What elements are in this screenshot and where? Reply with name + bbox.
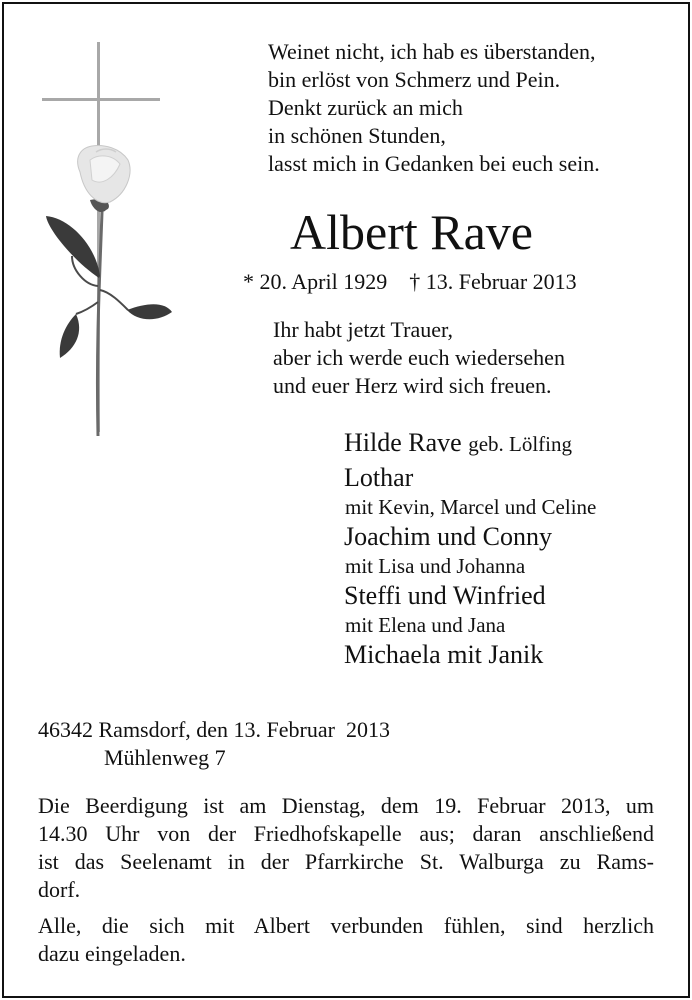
funeral-line: 14.30 Uhr von der Friedhofskapelle aus; daran anschließend (38, 821, 654, 846)
mourner-name: Steffi und Winfried (344, 581, 546, 610)
mourner-family: mit Kevin, Marcel und Celine (345, 495, 597, 519)
address-city-date: 46342 Ramsdorf, den 13. Februar 2013 (38, 717, 390, 742)
cross-rose-illustration (30, 40, 180, 440)
poem-line: bin erlöst von Schmerz und Pein. (268, 67, 561, 92)
funeral-info (38, 792, 654, 904)
mourner-entry (344, 426, 596, 461)
mourner-name: Joachim und Conny (344, 522, 552, 551)
life-dates (243, 268, 577, 296)
funeral-line: ist das Seelenamt in der Pfarrkirche St. Walburga zu Rams- (38, 849, 654, 874)
address-street: Mühlenweg 7 (104, 745, 226, 770)
birth-date: * 20. April 1929 (243, 269, 388, 294)
mourners-list (344, 426, 596, 671)
address-block (38, 716, 390, 772)
mourner-name: Hilde Rave (344, 428, 462, 457)
poem-line: Weinet nicht, ich hab es überstanden, (268, 39, 596, 64)
funeral-line: dorf. (38, 877, 81, 902)
mourner-maiden-name: geb. Lölfing (468, 432, 572, 456)
poem-line: aber ich werde euch wiedersehen (273, 345, 565, 370)
invitation-line: Alle, die sich mit Albert verbunden fühlen, sind herzlich (38, 913, 654, 938)
poem-line: in schönen Stunden, (268, 123, 446, 148)
mourner-family: mit Lisa und Johanna (345, 554, 526, 578)
mourner-family: mit Elena und Jana (345, 613, 506, 637)
mourner-name: Michaela mit Janik (344, 640, 544, 669)
poem-line: Denkt zurück an mich (268, 95, 463, 120)
invitation-line: dazu eingeladen. (38, 941, 186, 966)
deceased-name: Albert Rave (290, 204, 533, 260)
poem-line: und euer Herz wird sich freuen. (273, 373, 552, 398)
mourner-name: Lothar (344, 463, 414, 492)
poem-line: Ihr habt jetzt Trauer, (273, 317, 453, 342)
poem-top (268, 38, 600, 178)
rose-icon (46, 146, 172, 436)
funeral-line: Die Beerdigung ist am Dienstag, dem 19. Februar 2013, um (38, 793, 654, 818)
poem-line: lasst mich in Gedanken bei euch sein. (268, 151, 600, 176)
poem-bottom (273, 316, 565, 400)
invitation-info (38, 912, 654, 968)
death-date: † 13. Februar 2013 (409, 269, 577, 294)
